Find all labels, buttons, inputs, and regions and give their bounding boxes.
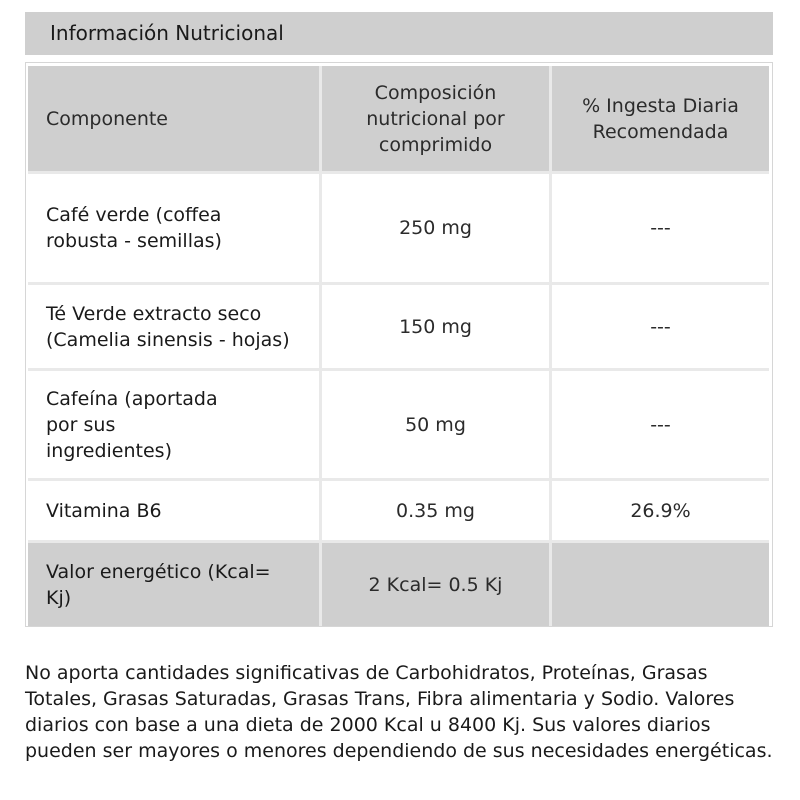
table-row	[28, 174, 769, 285]
header-idr-text: % Ingesta Diaria Recomendada	[582, 94, 739, 143]
table-header-row	[28, 66, 769, 174]
panel-title: Información Nutricional	[25, 12, 773, 55]
row-component	[28, 371, 322, 481]
header-composition	[322, 66, 552, 174]
table-row	[28, 285, 769, 371]
nutrition-table-container	[25, 62, 773, 627]
table-footer-row	[28, 543, 769, 626]
disclaimer-note: No aporta cantidades significativas de Carbohidratos, Proteínas, Grasas Totales, Grasas Saturadas, Grasas Trans, Fibra alimentaria y Sodio. Valores diarios con base a una dieta de 2000 Kcal u 8400 Kj. Sus valores diarios pueden ser mayores o menores dependiendo de sus necesidades energéticas.	[25, 662, 773, 762]
row-amount: 0.35 mg	[322, 481, 552, 543]
row-idr: ---	[552, 285, 769, 371]
footer-label-text: Valor energético (Kcal= Kj)	[46, 560, 271, 609]
row-component-text: Café verde (coffea robusta - semillas)	[46, 204, 222, 252]
row-idr: ---	[552, 174, 769, 285]
header-idr	[552, 66, 769, 174]
row-idr: ---	[552, 371, 769, 481]
table-row	[28, 371, 769, 481]
footer-value: 2 Kcal= 0.5 Kj	[322, 543, 552, 626]
row-component-text: Cafeína (aportada por sus ingredientes)	[46, 387, 218, 462]
row-amount: 150 mg	[322, 285, 552, 371]
footer-idr	[552, 543, 769, 626]
table-row	[28, 481, 769, 543]
row-component: Vitamina B6	[28, 481, 322, 543]
header-composition-text: Composición nutricional por comprimido	[366, 81, 505, 156]
row-amount: 250 mg	[322, 174, 552, 285]
row-component	[28, 174, 322, 285]
row-component-text: Té Verde extracto seco (Camelia sinensis - hojas)	[46, 302, 290, 351]
row-amount: 50 mg	[322, 371, 552, 481]
footer-label	[28, 543, 322, 626]
header-component: Componente	[28, 66, 322, 174]
row-component	[28, 285, 322, 371]
row-idr: 26.9%	[552, 481, 769, 543]
nutrition-table	[28, 66, 769, 626]
